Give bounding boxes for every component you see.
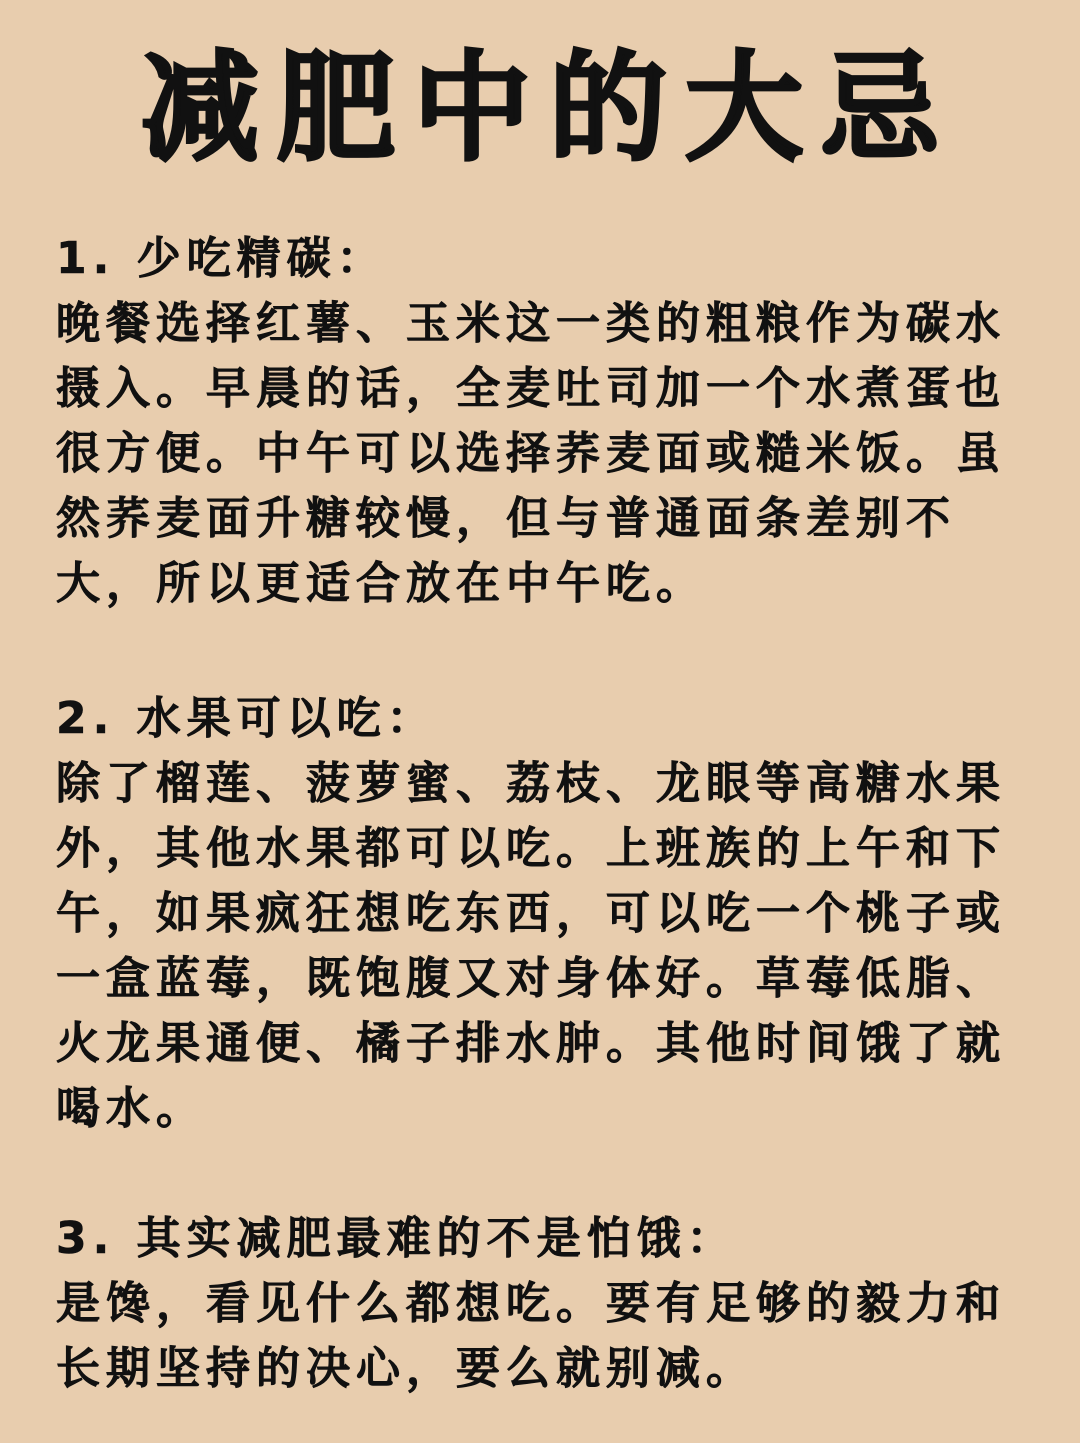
tip-text-line: 然荞麦面升糖较慢，但与普通面条差别不 [56, 493, 956, 544]
tip-section-3 [56, 1206, 1026, 1401]
tip-heading: 1. 少吃精碳： [56, 233, 387, 284]
tip-text-line: 大，所以更适合放在中午吃。 [56, 558, 706, 609]
tip-text-line: 很方便。中午可以选择荞麦面或糙米饭。虽 [56, 428, 1006, 479]
page-title: 减肥中的大忌 [140, 39, 957, 177]
tip-text-line: 外，其他水果都可以吃。上班族的上午和下 [56, 823, 1006, 874]
tip-section-1 [56, 226, 1026, 616]
tip-text-line: 晚餐选择红薯、玉米这一类的粗粮作为碳水 [56, 298, 1006, 349]
tip-heading: 2. 水果可以吃： [56, 693, 437, 744]
tip-text-line: 除了榴莲、菠萝蜜、荔枝、龙眼等高糖水果 [56, 758, 1006, 809]
tip-heading: 3. 其实减肥最难的不是怕饿： [56, 1213, 737, 1264]
tip-text-line: 喝水。 [56, 1083, 206, 1134]
tip-text-line: 一盒蓝莓，既饱腹又对身体好。草莓低脂、 [56, 953, 1006, 1004]
tip-text-line: 长期坚持的决心，要么就别减。 [56, 1343, 756, 1394]
tip-text-line: 摄入。早晨的话，全麦吐司加一个水煮蛋也 [56, 363, 1006, 414]
tip-section-2 [56, 686, 1026, 1141]
tip-text-line: 是馋，看见什么都想吃。要有足够的毅力和 [56, 1278, 1006, 1329]
tip-text-line: 午，如果疯狂想吃东西，可以吃一个桃子或 [56, 888, 1006, 939]
tip-text-line: 火龙果通便、橘子排水肿。其他时间饿了就 [56, 1018, 1006, 1069]
